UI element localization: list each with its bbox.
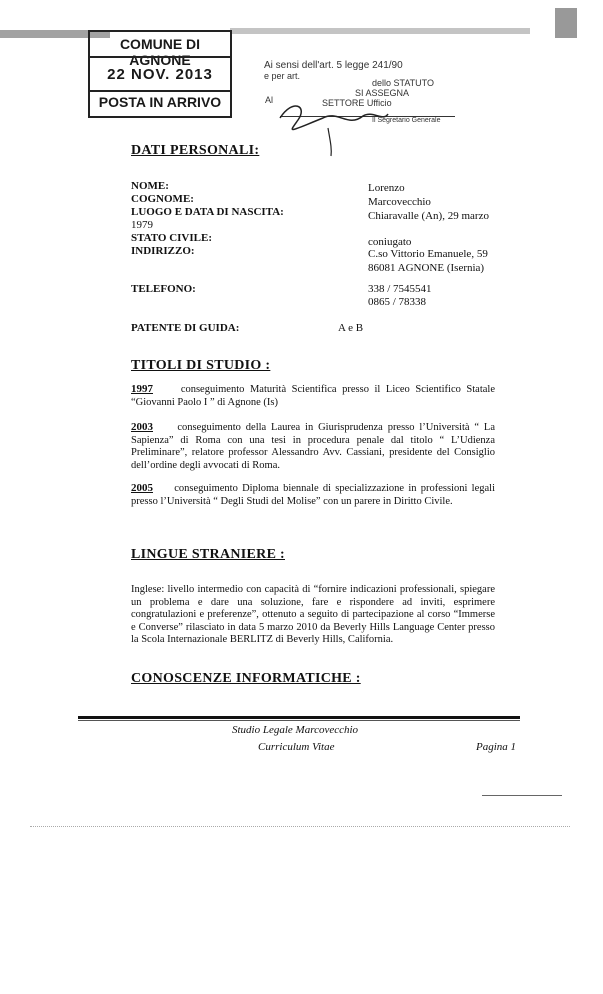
nome-value: Lorenzo: [368, 182, 405, 194]
telefono-2: 0865 / 78338: [368, 296, 427, 308]
study-year: 1997: [131, 383, 153, 395]
footer-cv: Curriculum Vitae: [258, 741, 335, 753]
personal-heading: DATI PERSONALI:: [131, 143, 260, 158]
indirizzo-line-2: 86081 AGNONE (Isernia): [368, 262, 485, 274]
studies-heading: TITOLI DI STUDIO :: [131, 358, 271, 373]
study-year: 2003: [131, 421, 153, 433]
indirizzo-line-1: C.so Vittorio Emanuele, 59: [368, 248, 488, 260]
cognome-label: COGNOME:: [131, 193, 194, 205]
stato-value: coniugato: [368, 236, 412, 248]
telefono-label: TELEFONO:: [131, 283, 196, 295]
scan-artifact-line: [30, 826, 570, 827]
telefono-1: 338 / 7545541: [368, 283, 432, 295]
study-text: conseguimento della Laurea in Giurisprudenza presso l’Università “ La Sapienza” di Roma con una tesi in procedura penale dal titolo “ L’Udienza Preliminare”, relatore professor Alessandro Avv. Cassiani, presidente del Consiglio dell’ordine degli avvocati di Roma.: [131, 422, 496, 471]
footer-rule: [78, 716, 520, 719]
annotation-line-5: Al: [265, 95, 274, 105]
cognome-value: Marcovecchio: [368, 196, 431, 208]
indirizzo-label: INDIRIZZO:: [131, 245, 195, 257]
it-heading: CONOSCENZE INFORMATICHE :: [131, 671, 361, 686]
annotation-line-1: Ai sensi dell'art. 5 legge 241/90: [264, 60, 403, 71]
footer-rule-thin: [78, 720, 520, 721]
annotation-line-6: SETTORE Ufficio: [322, 98, 392, 108]
languages-heading: LINGUE STRANIERE :: [131, 547, 285, 562]
footer-studio: Studio Legale Marcovecchio: [232, 724, 359, 736]
patente-label: PATENTE DI GUIDA:: [131, 322, 240, 334]
stato-label: STATO CIVILE:: [131, 232, 212, 244]
nome-label: NOME:: [131, 180, 169, 192]
scan-noise: [555, 8, 577, 38]
footer-page: Pagina 1: [476, 741, 517, 753]
stamp-line-3: POSTA IN ARRIVO: [98, 94, 222, 110]
nascita-value: Chiaravalle (An), 29 marzo: [368, 210, 489, 222]
stamp-line-1: COMUNE DI AGNONE: [119, 36, 201, 68]
scan-artifact-line: [482, 795, 562, 796]
annotation-line-7: Il Segretario Generale: [372, 117, 441, 124]
signature-scribble: [268, 88, 418, 158]
protocol-stamp: [88, 30, 232, 118]
annotation-line-3: dello STATUTO: [372, 78, 435, 88]
study-item: [131, 383, 495, 409]
patente-value: A e B: [338, 322, 364, 334]
annotation-line-4: SI ASSEGNA: [355, 88, 410, 98]
nascita-label: LUOGO E DATA DI NASCITA:: [131, 206, 284, 218]
annotation-line-2: e per art.: [264, 71, 301, 81]
languages-text: Inglese: livello intermedio con capacità di “fornire indicazioni professionali, spiegare un problema e dare una soluzione, fare e rispondere ad inviti, esprimere congratulazioni e preferenze”, ottenuto a seguito di partecipazione al corso “Immerse e Converse” rilasciato in data 5 marzo 2010 da Beverly Hills Language Center presso la Scola Internazionale BERLITZ di Beverly Hills, California.: [131, 584, 495, 645]
scan-noise: [230, 28, 530, 34]
study-item: [131, 482, 495, 508]
study-text: conseguimento Diploma biennale di specializzazione in professioni legali presso l’Università “ Degli Studi del Molise” con un parere in Diritto Civile.: [131, 483, 495, 507]
nascita-year: 1979: [131, 219, 153, 231]
study-item: [131, 421, 495, 472]
study-year: 2005: [131, 482, 153, 494]
stamp-date: 22 NOV. 2013: [107, 66, 213, 83]
study-text: conseguimento Maturità Scientifica presso il Liceo Scientifico Statale “Giovanni Paolo I ” di Agnone (Is): [131, 384, 495, 408]
